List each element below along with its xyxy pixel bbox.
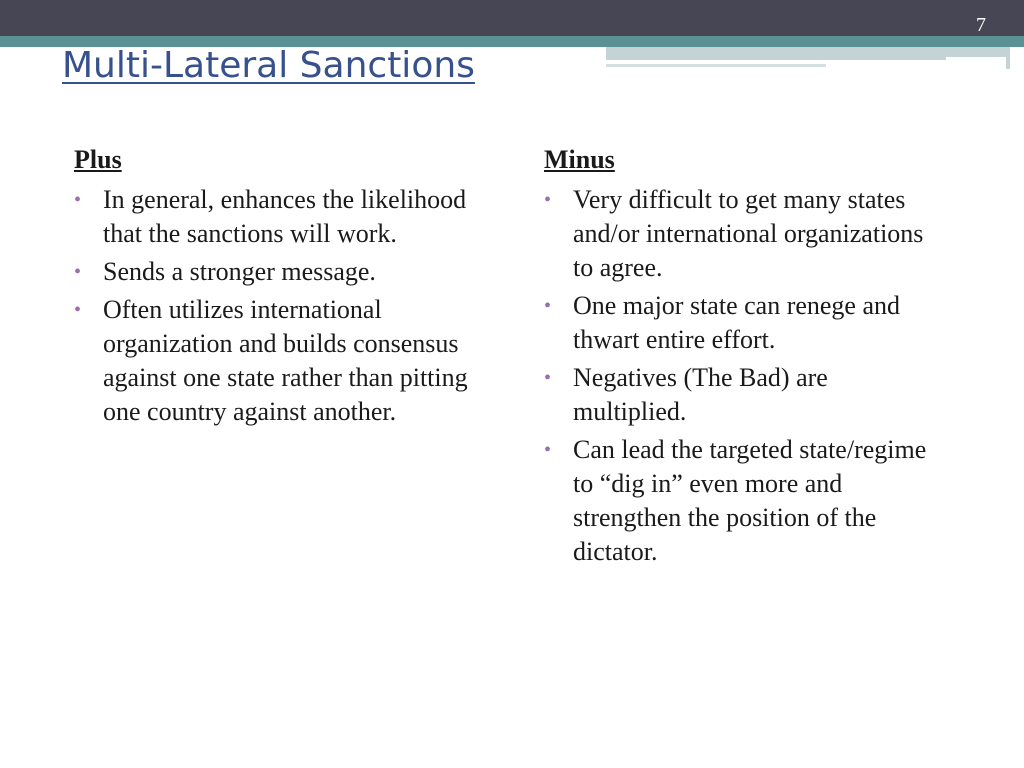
bullet-icon: • [74,298,82,321]
bullet-icon: • [544,294,552,317]
accent-bar [1006,47,1010,69]
minus-heading: Minus [544,145,615,174]
list-item [544,361,944,429]
slide-number: 7 [976,14,986,36]
list-item [74,183,504,251]
accent-line [606,64,826,67]
plus-column [74,143,504,433]
bullet-icon: • [544,188,552,211]
accent-line [606,57,946,60]
list-item-text: Very difficult to get many states and/or international organizations to agree. [573,184,924,282]
list-item-text: Can lead the targeted state/regime to “dig in” even more and strengthen the position of the dictator. [573,434,927,566]
list-item-text: Often utilizes international organization and builds consensus against one state rather than pitting one country against another. [103,294,468,426]
bullet-icon: • [74,188,82,211]
minus-list [544,183,944,569]
list-item [544,433,944,569]
list-item [544,289,944,357]
bullet-icon: • [74,260,82,283]
accent-band-light [606,47,1006,57]
page-title: Multi-Lateral Sanctions [62,45,475,86]
minus-column [544,143,944,573]
header-band [0,0,1024,36]
bullet-icon: • [544,366,552,389]
list-item-text: In general, enhances the likelihood that the sanctions will work. [103,184,467,248]
plus-heading: Plus [74,145,122,174]
list-item-text: One major state can renege and thwart entire effort. [573,290,901,354]
list-item [74,255,504,289]
bullet-icon: • [544,438,552,461]
list-item-text: Sends a stronger message. [103,256,376,286]
list-item [544,183,944,285]
list-item [74,293,504,429]
plus-list [74,183,504,429]
list-item-text: Negatives (The Bad) are multiplied. [573,362,828,426]
